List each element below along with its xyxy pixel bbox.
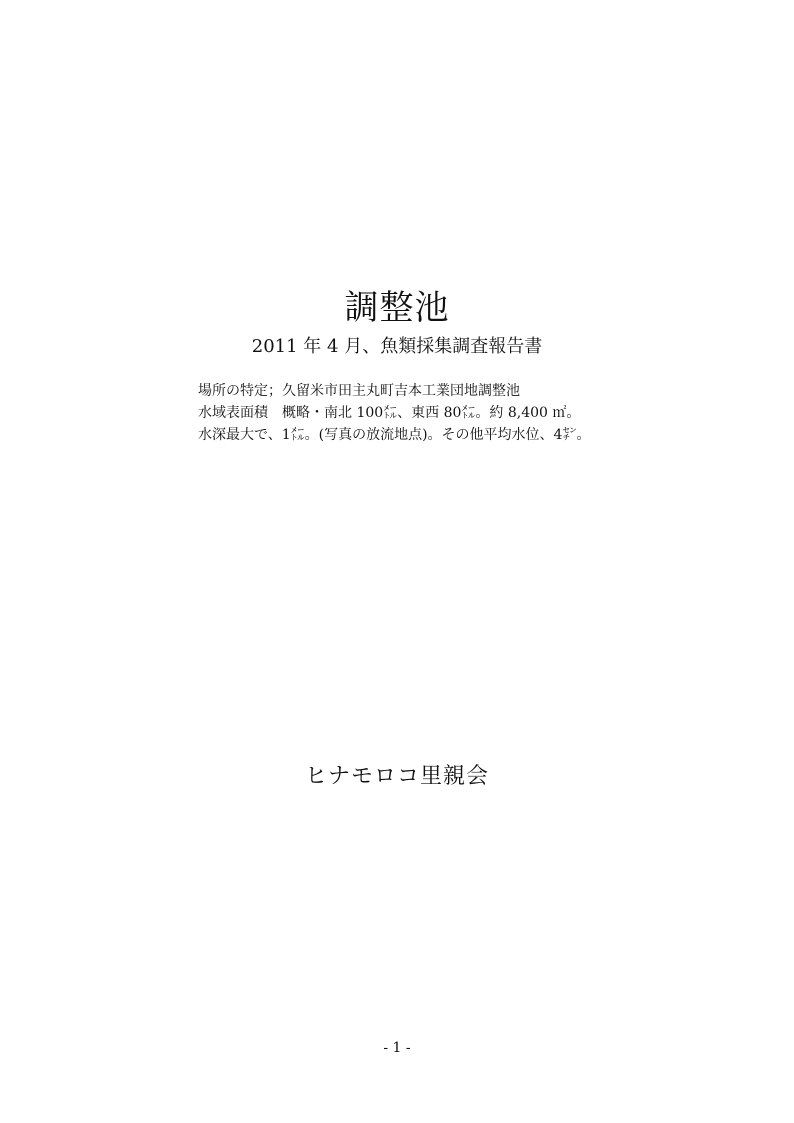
page-number: - 1 - bbox=[383, 1040, 411, 1056]
document-title: 調整池 bbox=[344, 288, 450, 328]
document-subtitle: 2011 年 4 月、魚類採集調査報告書 bbox=[251, 336, 543, 357]
location-line: 場所の特定；久留米市田主丸町吉本工業団地調整池 bbox=[198, 383, 520, 399]
water-depth-line: 水深最大で、1㍍。(写真の放流地点)。その他平均水位、4㌢。 bbox=[198, 427, 591, 443]
surface-area-line: 水域表面積 概略・南北 100㍍、東西 80㍍。約 8,400 ㎡。 bbox=[198, 405, 581, 421]
organization-name: ヒナモロコ里親会 bbox=[304, 764, 489, 789]
survey-info-block bbox=[198, 380, 758, 446]
